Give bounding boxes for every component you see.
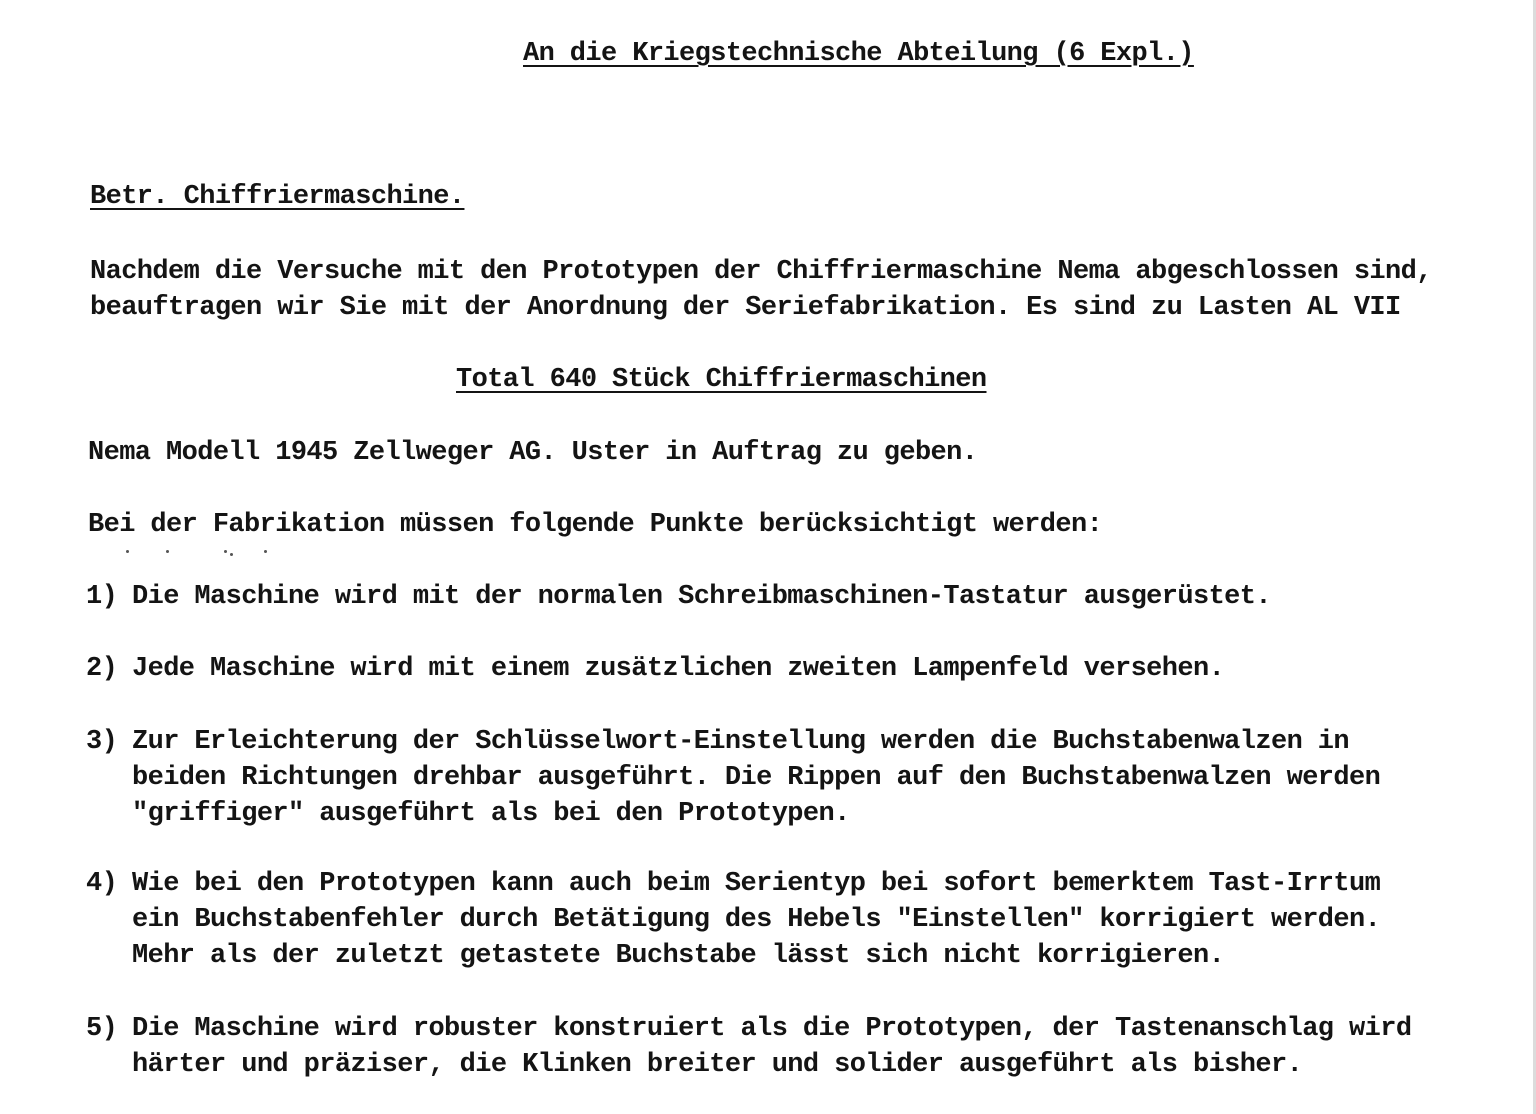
point-number: 2) [86,654,118,684]
subject-line: Betr. Chiffriermaschine. [90,182,465,212]
point-number: 3) [86,727,118,757]
point-line: "griffiger" ausgeführt als bei den Prototypen. [132,799,850,829]
point-line: Die Maschine wird robuster konstruiert als die Prototypen, der Tastenanschlag wird [132,1014,1412,1044]
point-number: 5) [86,1014,118,1044]
point-line: Jede Maschine wird mit einem zusätzlichen zweiten Lampenfeld versehen. [132,654,1225,684]
point-line: beiden Richtungen drehbar ausgeführt. Die Rippen auf den Buchstabenwalzen werden [132,763,1381,793]
points-heading: Bei der Fabrikation müssen folgende Punkte berücksichtigt werden: [88,510,1103,540]
point-line: härter und präziser, die Klinken breiter und solider ausgeführt als bisher. [132,1050,1303,1080]
ink-specks [126,548,276,556]
intro-line-2: beauftragen wir Sie mit der Anordnung der Seriefabrikation. Es sind zu Lasten AL VII [90,293,1401,323]
point-number: 4) [86,869,118,899]
recipient-heading: An die Kriegstechnische Abteilung (6 Expl.) [523,39,1194,69]
intro-line-1: Nachdem die Versuche mit den Prototypen der Chiffriermaschine Nema abgeschlossen sind, [90,257,1432,287]
point-number: 1) [86,582,118,612]
point-line: ein Buchstabenfehler durch Betätigung des Hebels "Einstellen" korrigiert werden. [132,905,1381,935]
point-line: Mehr als der zuletzt getastete Buchstabe lässt sich nicht korrigieren. [132,941,1225,971]
point-line: Zur Erleichterung der Schlüsselwort-Einstellung werden die Buchstabenwalzen in [132,727,1350,757]
point-line: Die Maschine wird mit der normalen Schreibmaschinen-Tastatur ausgerüstet. [132,582,1271,612]
order-detail-line: Nema Modell 1945 Zellweger AG. Uster in Auftrag zu geben. [88,438,978,468]
point-line: Wie bei den Prototypen kann auch beim Serientyp bei sofort bemerktem Tast-Irrtum [132,869,1381,899]
order-total-line: Total 640 Stück Chiffriermaschinen [456,365,987,395]
